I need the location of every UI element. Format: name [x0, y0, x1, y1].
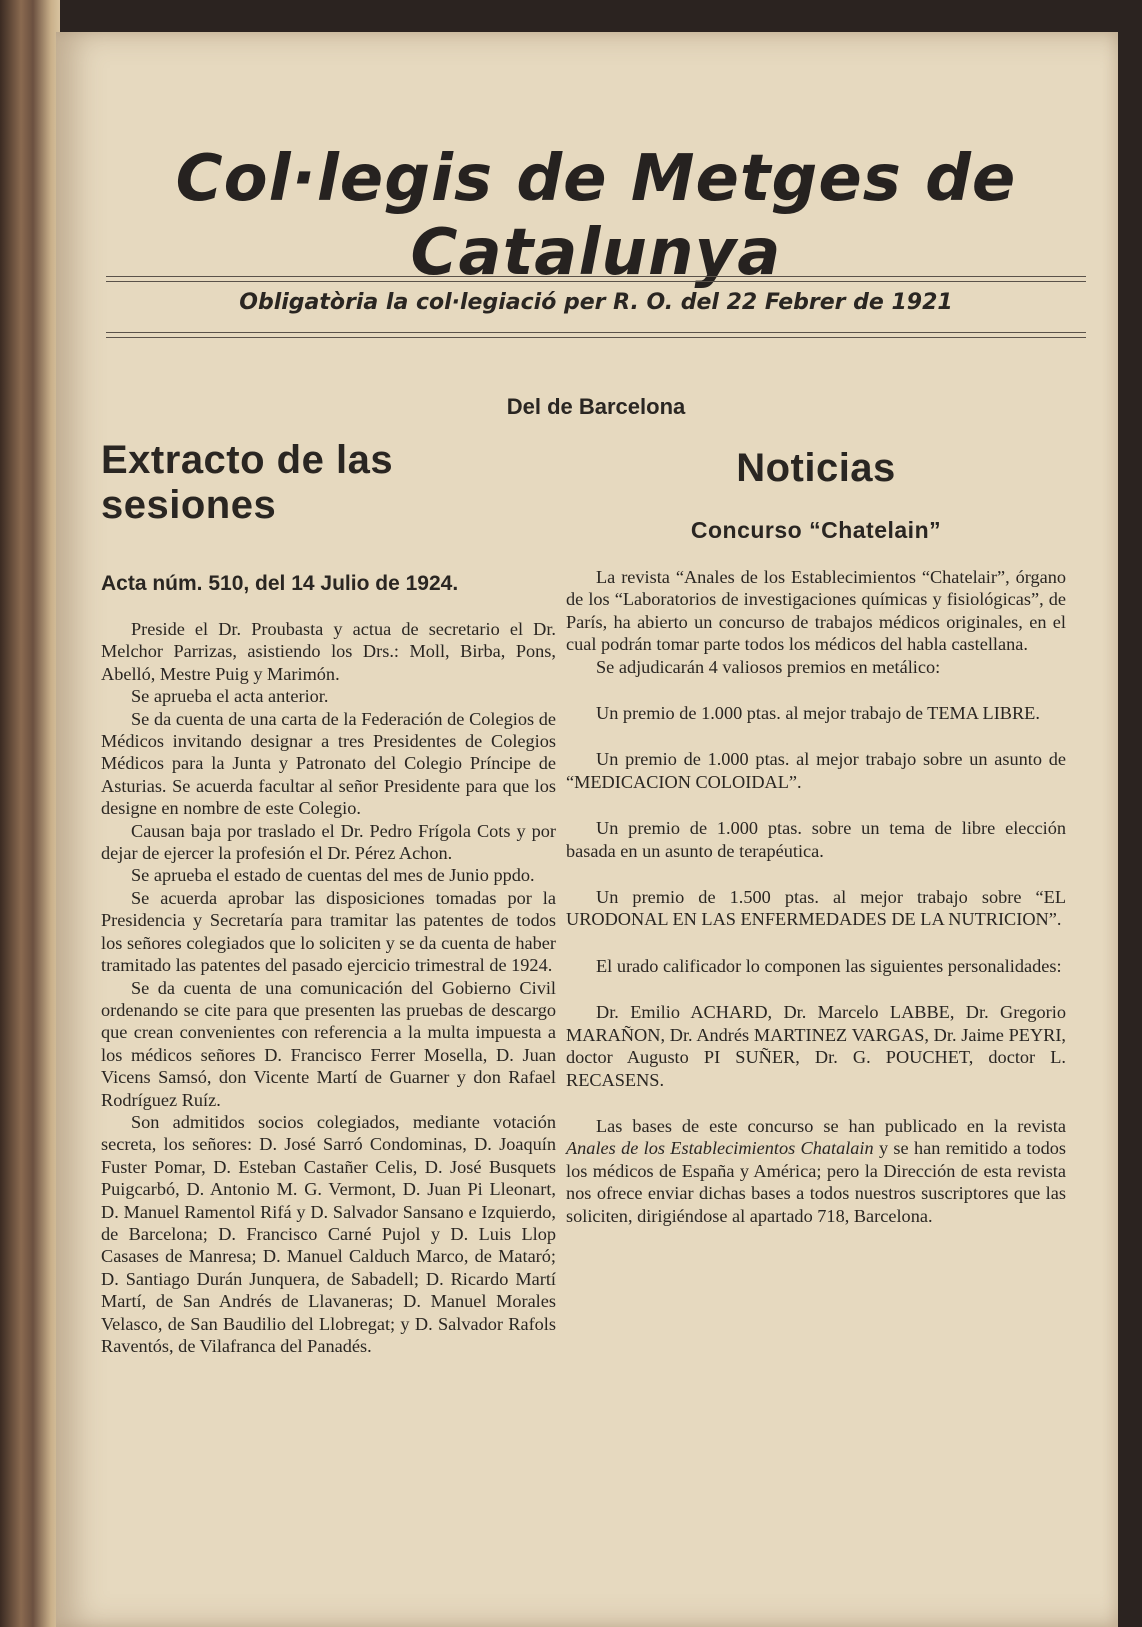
divider [106, 281, 1086, 282]
paragraph: Causan baja por traslado el Dr. Pedro Frígola Cots y por dejar de ejercer la profesión el Dr. Pérez Achon. [101, 820, 556, 864]
paragraph: La revista “Anales de los Establecimientos “Chatelair”, órgano de los “Laboratorios de investigaciones químicas y fisiológicas”, de París, ha abierto un concurso de trabajos médicos originales, en el cual podrán tomar parte todos los médicos del habla castellana. [566, 567, 1066, 655]
document-page [56, 32, 1118, 1627]
prize-item: Un premio de 1.000 ptas. sobre un tema de libre elección basada en un asunto de terapéutica. [566, 818, 1066, 861]
masthead-subtitle: Obligatòria la col·legiació per R. O. del 22 Febrer de 1921 [239, 290, 953, 315]
paragraph: Se acuerda aprobar las disposiciones tomadas por la Presidencia y Secretaría para tramitar las patentes de todos los señores colegiados que lo soliciten y se da cuenta de haber tramitado las patentes del pasado ejercicio trimestral de 1924. [101, 887, 556, 976]
left-column [101, 432, 556, 1357]
news-body [566, 566, 1066, 1227]
section-label: Del de Barcelona [506, 394, 686, 419]
prize-item: Un premio de 1.000 ptas. al mejor trabajo de TEMA LIBRE. [596, 703, 1040, 724]
paragraph: Se adjudicarán 4 valiosos premios en metálico: [596, 656, 941, 677]
right-heading: Noticias [736, 446, 896, 490]
divider [106, 332, 1086, 333]
session-minutes [101, 618, 556, 1357]
paragraph: El urado calificador lo componen las siguientes personalidades: [596, 955, 1062, 976]
concurso-title: Concurso “Chatelain” [690, 517, 942, 543]
prize-item: Un premio de 1.000 ptas. al mejor trabajo sobre un asunto de “MEDICACION COLOIDAL”. [566, 749, 1066, 792]
paragraph: Se da cuenta de una comunicación del Gobierno Civil ordenando se cite para que presenten las pruebas de descargo que crean convenientes con referencia a la multa impuesta a los médicos señores D. Francisco Ferrer Mosella, D. Juan Vicens Samsó, don Vicente Martí de Guarner y don Rafael Rodríguez Ruíz. [101, 977, 556, 1110]
paragraph: Son admitidos socios colegiados, mediante votación secreta, los señores: D. José Sarró Condominas, D. Joaquín Fuster Pomar, D. Esteban Castañer Celis, D. José Busquets Puigcarbó, D. Antonio M. G. Vermont, D. Juan Pi Lleonart, D. Manuel Ramentol Rifá y D. Salvador Sansano e Izquierdo, de Barcelona; D. Francisco Carné Pujol y D. Luis Llop Casases de Manresa; D. Manuel Calduch Marco, de Mataró; D. Santiago Durán Junquera, de Sabadell; D. Ricardo Martí Martí, de San Andrés de Llavaneras; D. Manuel Morales Velasco, de San Baudilio del Llobregat; y D. Salvador Rafols Raventós, de Vilafranca del Panadés. [101, 1111, 556, 1356]
book-binding [0, 0, 60, 1627]
journal-title: Anales de los Establecimientos Chatalain [566, 1138, 874, 1159]
text-span: y se han remitido a todos los médicos de España y América; pero la Dirección de esta revista nos ofrece enviar dichas bases a todos nuestros suscriptores que las soliciten, dirigiéndose al apartado 718, Barcelona. [566, 1138, 1066, 1226]
paragraph: Se aprueba el acta anterior. [131, 686, 329, 707]
paragraph: Preside el Dr. Proubasta y actua de secretario el Dr. Melchor Parrizas, asistiendo los Drs.: Moll, Birba, Pons, Abelló, Mestre Puig y Marimón. [101, 619, 556, 684]
paragraph [566, 1115, 1066, 1227]
masthead-title: Col·legis de Metges de Catalunya [175, 142, 1017, 290]
left-heading: Extracto de las sesiones [101, 438, 394, 527]
right-column [566, 432, 1066, 1227]
prize-item: Un premio de 1.500 ptas. al mejor trabajo sobre “EL URODONAL EN LAS ENFERMEDADES DE LA NUTRICION”. [566, 887, 1066, 930]
text-span: Las bases de este concurso se han publicado en la revista [596, 1115, 1066, 1136]
jury-names: Dr. Emilio ACHARD, Dr. Marcelo LABBE, Dr. Gregorio MARAÑON, Dr. Andrés MARTINEZ VARGAS, Dr. Jaime PEYRI, doctor Augusto PI SUÑER, Dr. G. POUCHET, doctor L. RECASENS. [566, 1002, 1066, 1090]
acta-title: Acta núm. 510, del 14 Julio de 1924. [101, 572, 459, 595]
paragraph: Se aprueba el estado de cuentas del mes de Junio ppdo. [131, 865, 535, 886]
divider [106, 276, 1086, 277]
paragraph: Se da cuenta de una carta de la Federación de Colegios de Médicos invitando designar a tres Presidentes de Colegios Médicos para la Junta y Patronato del Colegio Príncipe de Asturias. Se acuerda facultar al señor Presidente para que los designe en nombre de este Colegio. [101, 708, 556, 819]
divider [106, 337, 1086, 338]
